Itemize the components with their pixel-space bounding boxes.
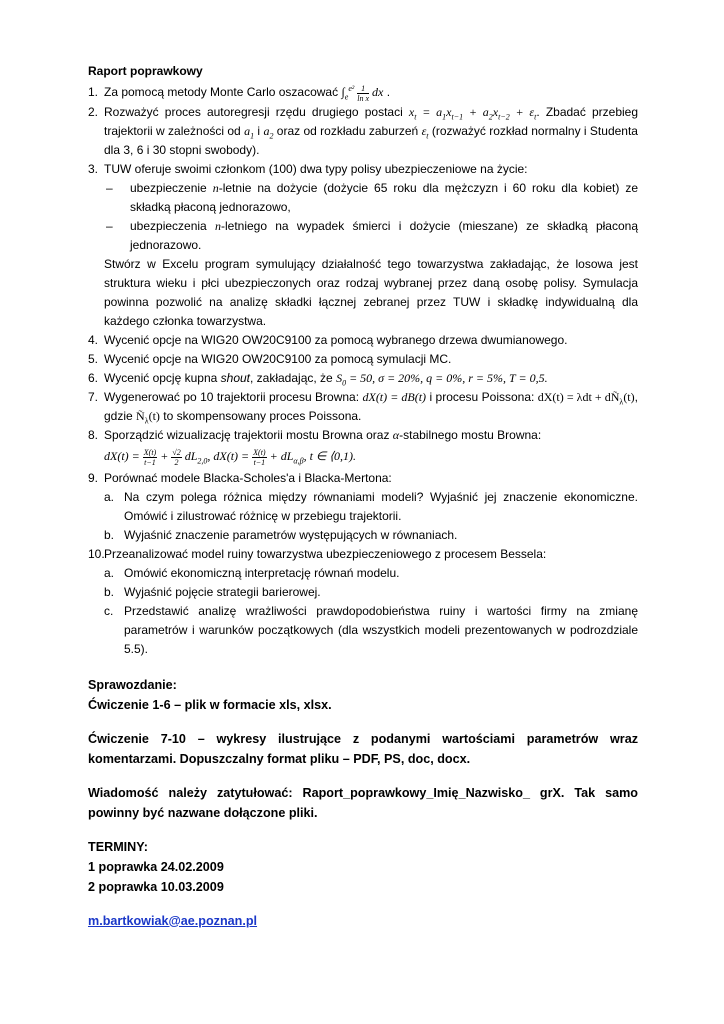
item-8: 8. Sporządzić wizualizację trajektorii mostu Browna oraz α-stabilnego mostu Browna: — [88, 427, 542, 442]
item-9b: b. Wyjaśnić znaczenie parametrów występujących w równaniach. — [104, 527, 458, 542]
document-title: Raport poprawkowy — [88, 64, 203, 78]
integral-formula: $\int_e^{e^2}$ $\frac{1}{\text{ln x}}$ dx — [341, 83, 384, 103]
item-9: 9. Porównać modele Blacka-Scholes'a i Blacka-Mertona: — [88, 470, 392, 485]
item-7: 7. Wygenerować po 10 trajektorii procesu Browna: dX(t) = dB(t) i procesu Poissona: $dX(t) = \lambda dt + dÑ_\lambda(t)$, gdzie $Ñ_\lambda(t)$ to skompensowany proces Poissona. — [88, 389, 638, 426]
term-2: 2 poprawka 10.03.2009 — [88, 879, 224, 894]
item-4: 4. Wycenić opcje na WIG20 OW20C9100 za pomocą wybranego drzewa dwumianowego. — [88, 332, 568, 347]
item-10c: c. Przedstawić analizę wrażliwości prawdopodobieństwa ruiny i wartości firmy na zmianę parametrów i warunków początkowych (dla wszystkich modeli prezentowanych w podrozdziale 5.5). — [104, 603, 638, 656]
item-5: 5. Wycenić opcje na WIG20 OW20C9100 za pomocą symulacji MC. — [88, 351, 452, 366]
item-6: 6. Wycenić opcję kupna shout, zakładając, że $S_0 = 50$, σ = 20%, q = 0%, r = 5%, T = 0,5. — [88, 370, 548, 388]
naming-instruction: Wiadomość należy zatytułować: Raport_poprawkowy_Imię_Nazwisko_ grX. Tak samo powinny być nazwane dołączone pliki. — [88, 785, 638, 820]
item-1: 1. Za pomocą metody Monte Carlo oszacować $\int_e^{e^2}$ $\frac{1}{\text{ln x}}$ dx . — [88, 83, 391, 103]
item-8-formula: dX(t) = $\frac{X(t)}{t-1}$ + $\frac{√2}{2}$ $dL_{2,0}$, dX(t) = $\frac{X(t)}{t-1}$ + $dL_{\alpha,\beta}$, t ∈ ⟨0,1). — [104, 447, 357, 467]
item-9a: a. Na czym polega różnica między równaniami modeli? Wyjaśnić jej znaczenie ekonomiczne. Omówić i zilustrować różnicę w przebiegu trajektorii. — [104, 489, 638, 523]
exercise-7-10: Ćwiczenie 7-10 – wykresy ilustrujące z podanymi wartościami parametrów wraz komentarzami. Dopuszczalny format pliku – PDF, PS, doc, docx. — [88, 731, 638, 766]
exercise-1-6: Ćwiczenie 1-6 – plik w formacie xls, xlsx. — [88, 697, 332, 712]
item-3: 3. TUW oferuje swoimi członkom (100) dwa typy polisy ubezpieczeniowe na życie: — [88, 161, 528, 176]
item-3-dash-2: – ubezpieczenia n-letniego na wypadek śmierci i dożycie (mieszane) ze składką płaconą jednorazowo. — [106, 218, 638, 252]
item-10b: b. Wyjaśnić pojęcie strategii barierowej. — [104, 584, 321, 599]
item-3-paragraph: Stwórz w Excelu program symulujący działalność tego towarzystwa zakładając, że losowa jest struktura wieku i płci ubezpieczonych oraz rodzaj wybranej przez daną osobę polisy. Symulacja powinna pozwolić na analizę składki łącznej zebranej przez TUW i składkę indywidualną dla każdego członka towarzystwa. — [104, 256, 638, 328]
item-10a: a. Omówić ekonomiczną interpretację równań modelu. — [104, 565, 400, 580]
item-2: 2. Rozważyć proces autoregresji rzędu drugiego postaci $x_t = a_1x_{t-1} + a_2x_{t-2} + \varepsilon_t$. Zbadać przebieg trajektorii w zależności od $a_1$ i $a_2$ oraz od rozkładu zaburzeń $\varepsilon_t$ (rozważyć rozkład normalny i Studenta dla 3, 6 i 30 stopni swobody). — [88, 104, 639, 157]
report-heading: Sprawozdanie: — [88, 677, 177, 692]
term-1: 1 poprawka 24.02.2009 — [88, 859, 224, 874]
report-section — [88, 675, 638, 931]
ar2-formula: $x_t = a_1x_{t-1} + a_2x_{t-2} + \varepsilon_t$ — [408, 104, 537, 122]
document-page — [88, 62, 638, 931]
item-10: 10. Przeanalizować model ruiny towarzystwa ubezpieczeniowego z procesem Bessela: — [88, 546, 547, 561]
item-3-dash-1: – ubezpieczenie n-letnie na dożycie (dożycie 65 roku dla mężczyzn i 60 roku dla kobiet) ze składką płaconą jednorazowo, — [106, 180, 638, 214]
email-link[interactable]: m.bartkowiak@ae.poznan.pl — [88, 913, 258, 928]
terms-heading: TERMINY: — [88, 839, 148, 854]
option-params: $S_0 = 50$, σ = 20%, q = 0%, r = 5%, T = 0,5. — [336, 370, 548, 388]
